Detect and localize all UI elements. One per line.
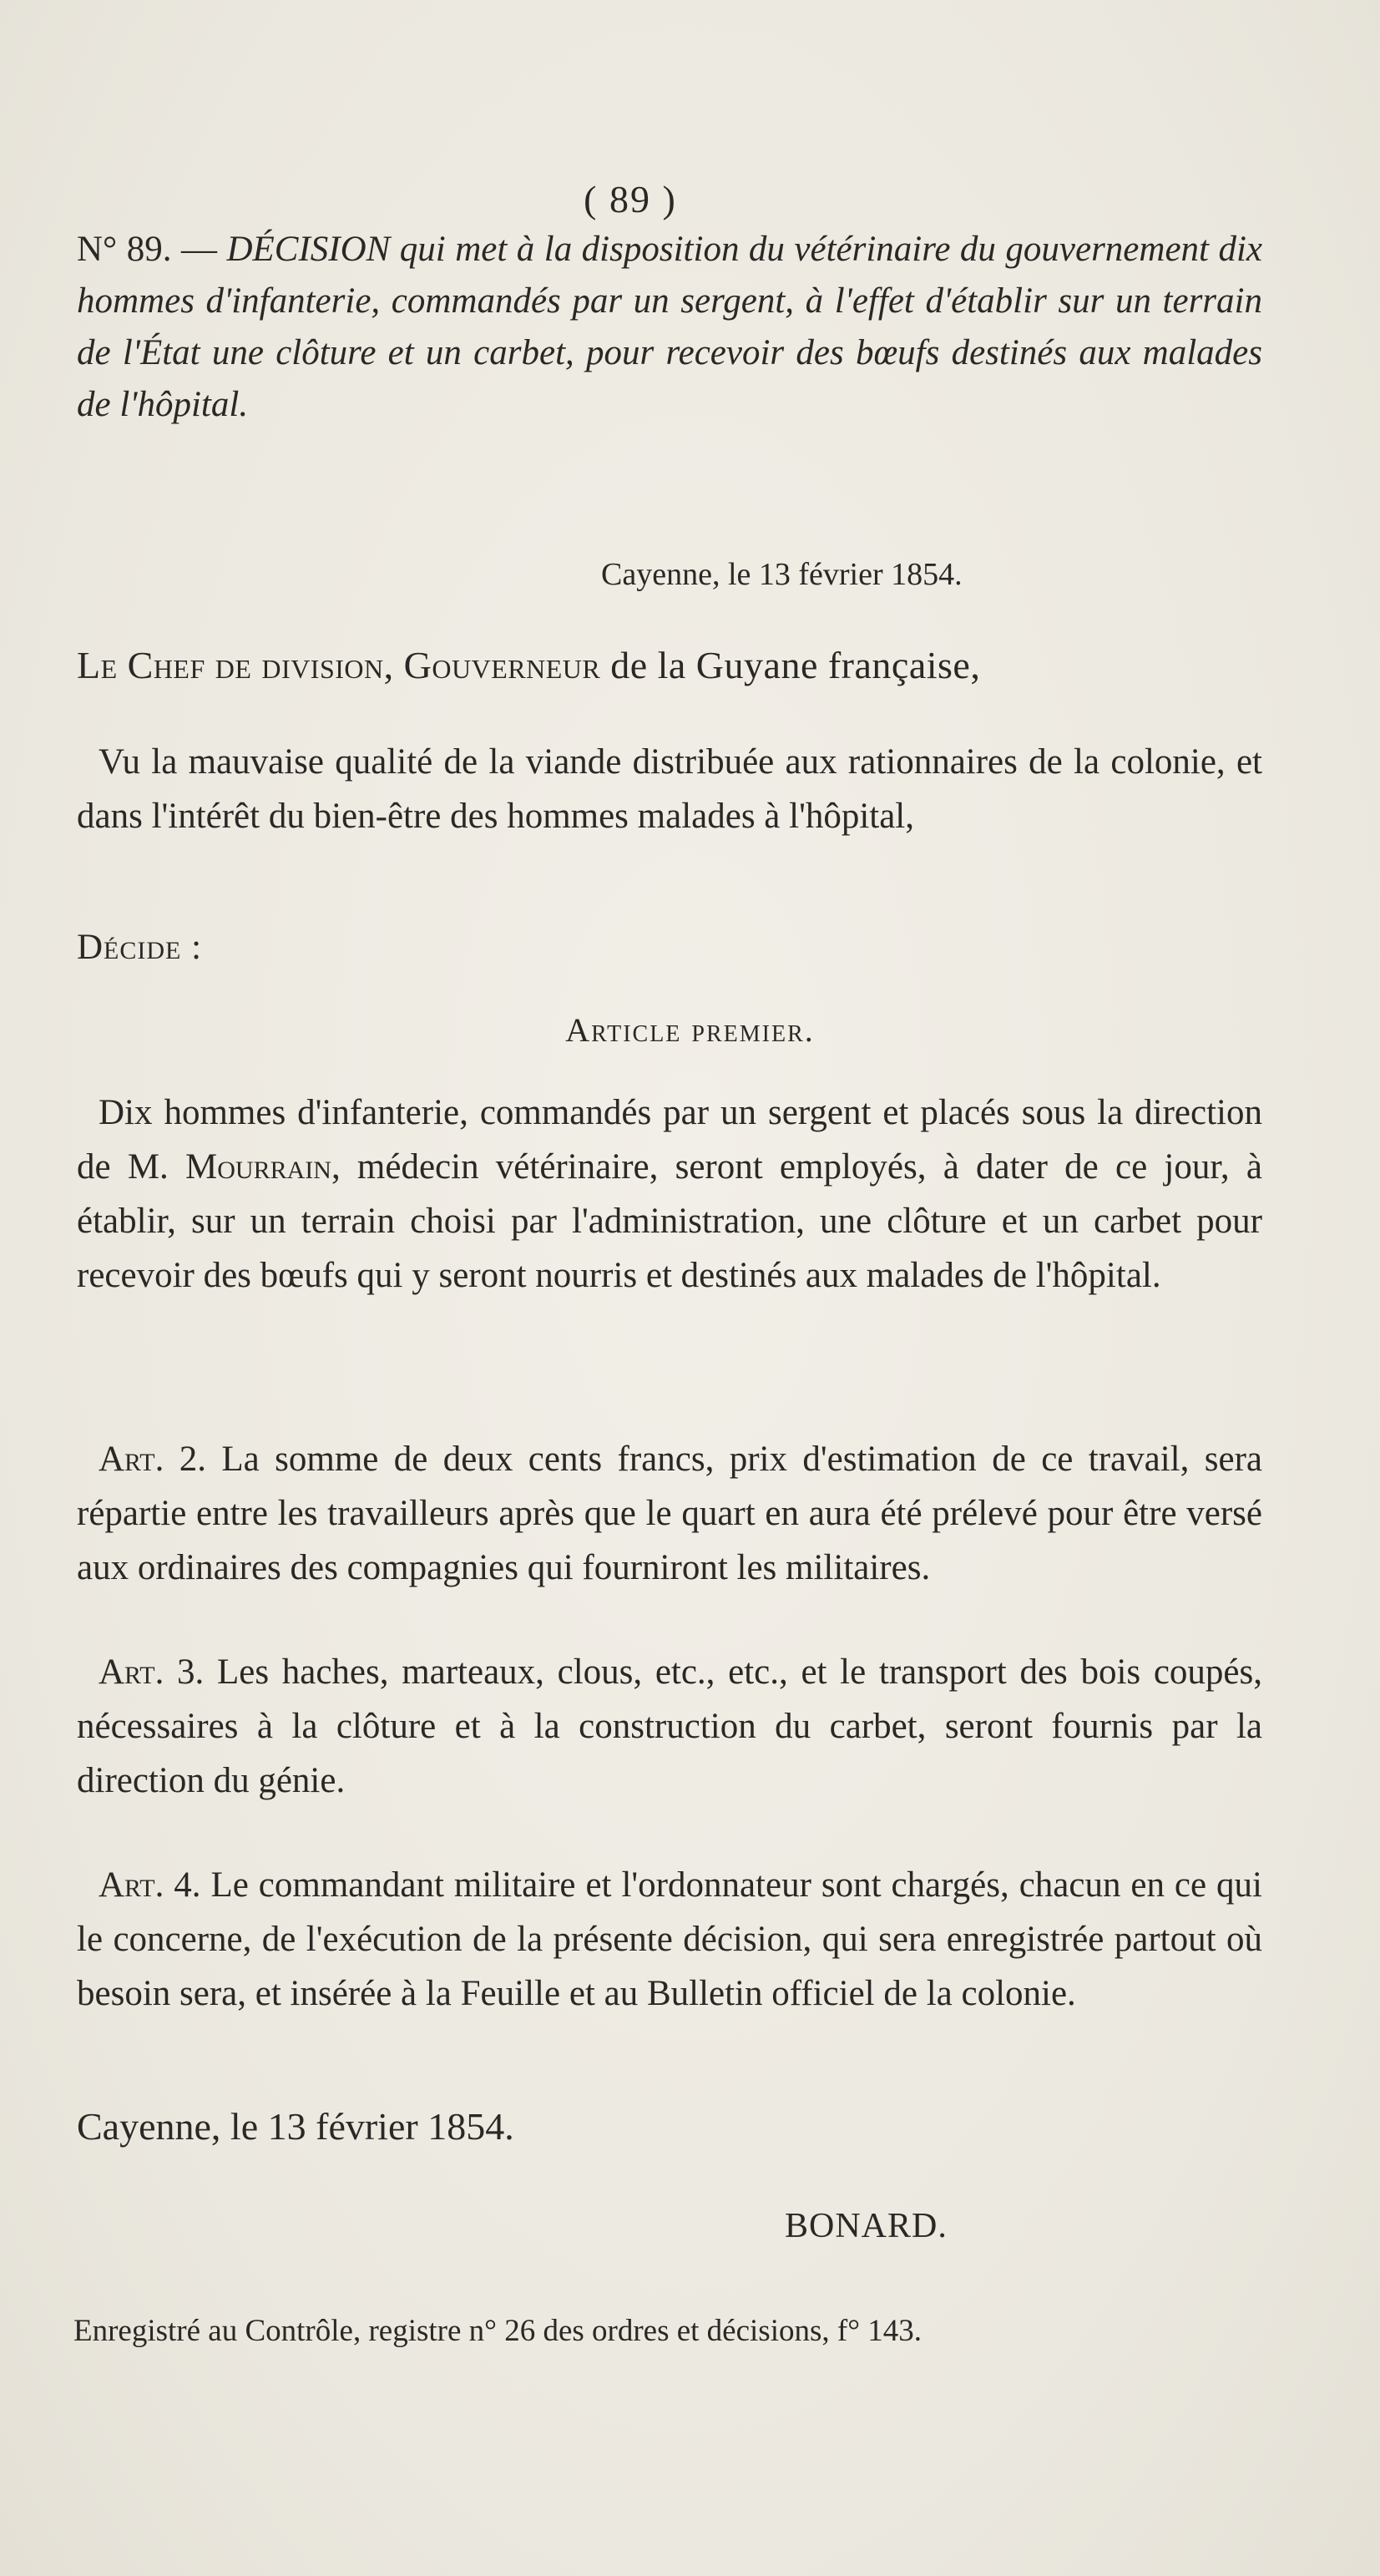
article-premier-heading: Article premier. xyxy=(565,1011,815,1049)
authority-territory: de la Guyane française, xyxy=(600,644,981,686)
article-2-paragraph xyxy=(77,1432,1262,1595)
registration-footnote: Enregistré au Contrôle, registre n° 26 des ordres et décisions, f° 143. xyxy=(73,2314,923,2348)
article-1-text-start: Dix hommes d'infanterie, commandés par un sergent et placés sous la direction de M. xyxy=(77,1093,1262,1187)
issuing-authority xyxy=(77,643,1262,687)
article-2-text: La somme de deux cents francs, prix d'estimation de ce travail, sera répartie entre les travailleurs après que le quart en aura été prélevé pour être versé aux ordinaires des compagnies qui fourniront les militaires. xyxy=(77,1440,1262,1587)
heading-date: Cayenne, le 13 février 1854. xyxy=(601,557,963,592)
article-1-text-end: , médecin vétérinaire, seront employés, à dater de ce jour, à établir, sur un terrain choisi par l'administration, une clôture et un carbet pour recevoir des bœufs qui y seront nourris et destinés aux malades de l'hôpital. xyxy=(77,1147,1262,1295)
authority-title: Le Chef de division, Gouverneur xyxy=(77,644,601,686)
article-4-paragraph xyxy=(77,1858,1262,2021)
article-4-text: Le commandant militaire et l'ordonnateur sont chargés, chacun en ce qui le concerne, de l'exécution de la présente décision, qui sera enregistrée partout où besoin sera, et insérée à la Feuille et au Bulletin officiel de la colonie. xyxy=(77,1865,1262,2013)
decide-heading: Décide : xyxy=(77,928,203,967)
page-number: ( 89 ) xyxy=(584,178,677,220)
article-3-label: Art. 3. xyxy=(99,1652,205,1692)
article-4-label: Art. 4. xyxy=(99,1865,201,1905)
closing-date: Cayenne, le 13 février 1854. xyxy=(77,2105,514,2148)
considerations-paragraph: Vu la mauvaise qualité de la viande distribuée aux rationnaires de la colonie, et dans l'intérêt du bien-être des hommes malades à l'hôpital, xyxy=(77,742,1262,836)
article-1-paragraph xyxy=(77,1086,1262,1303)
decision-summary: qui met à la disposition du vétérinaire du gouvernement dix hommes d'infanterie, commandés par un sergent, à l'effet d'établir sur un terrain de l'État une clôture et un carbet, pour recevoir des bœufs destinés aux malades de l'hôpital. xyxy=(77,230,1262,424)
article-3-text: Les haches, marteaux, clous, etc., etc., et le transport des bois coupés, nécessaires à la clôture et à la construction du carbet, seront fournis par la direction du génie. xyxy=(77,1652,1262,1800)
decision-title-word: DÉCISION xyxy=(226,230,391,269)
signature: BONARD. xyxy=(785,2207,948,2245)
veterinarian-name: Mourrain xyxy=(185,1147,331,1187)
article-2-label: Art. 2. xyxy=(99,1440,206,1479)
decision-heading xyxy=(77,224,1262,431)
article-3-paragraph xyxy=(77,1645,1262,1808)
decision-number: N° 89. — xyxy=(77,230,227,269)
